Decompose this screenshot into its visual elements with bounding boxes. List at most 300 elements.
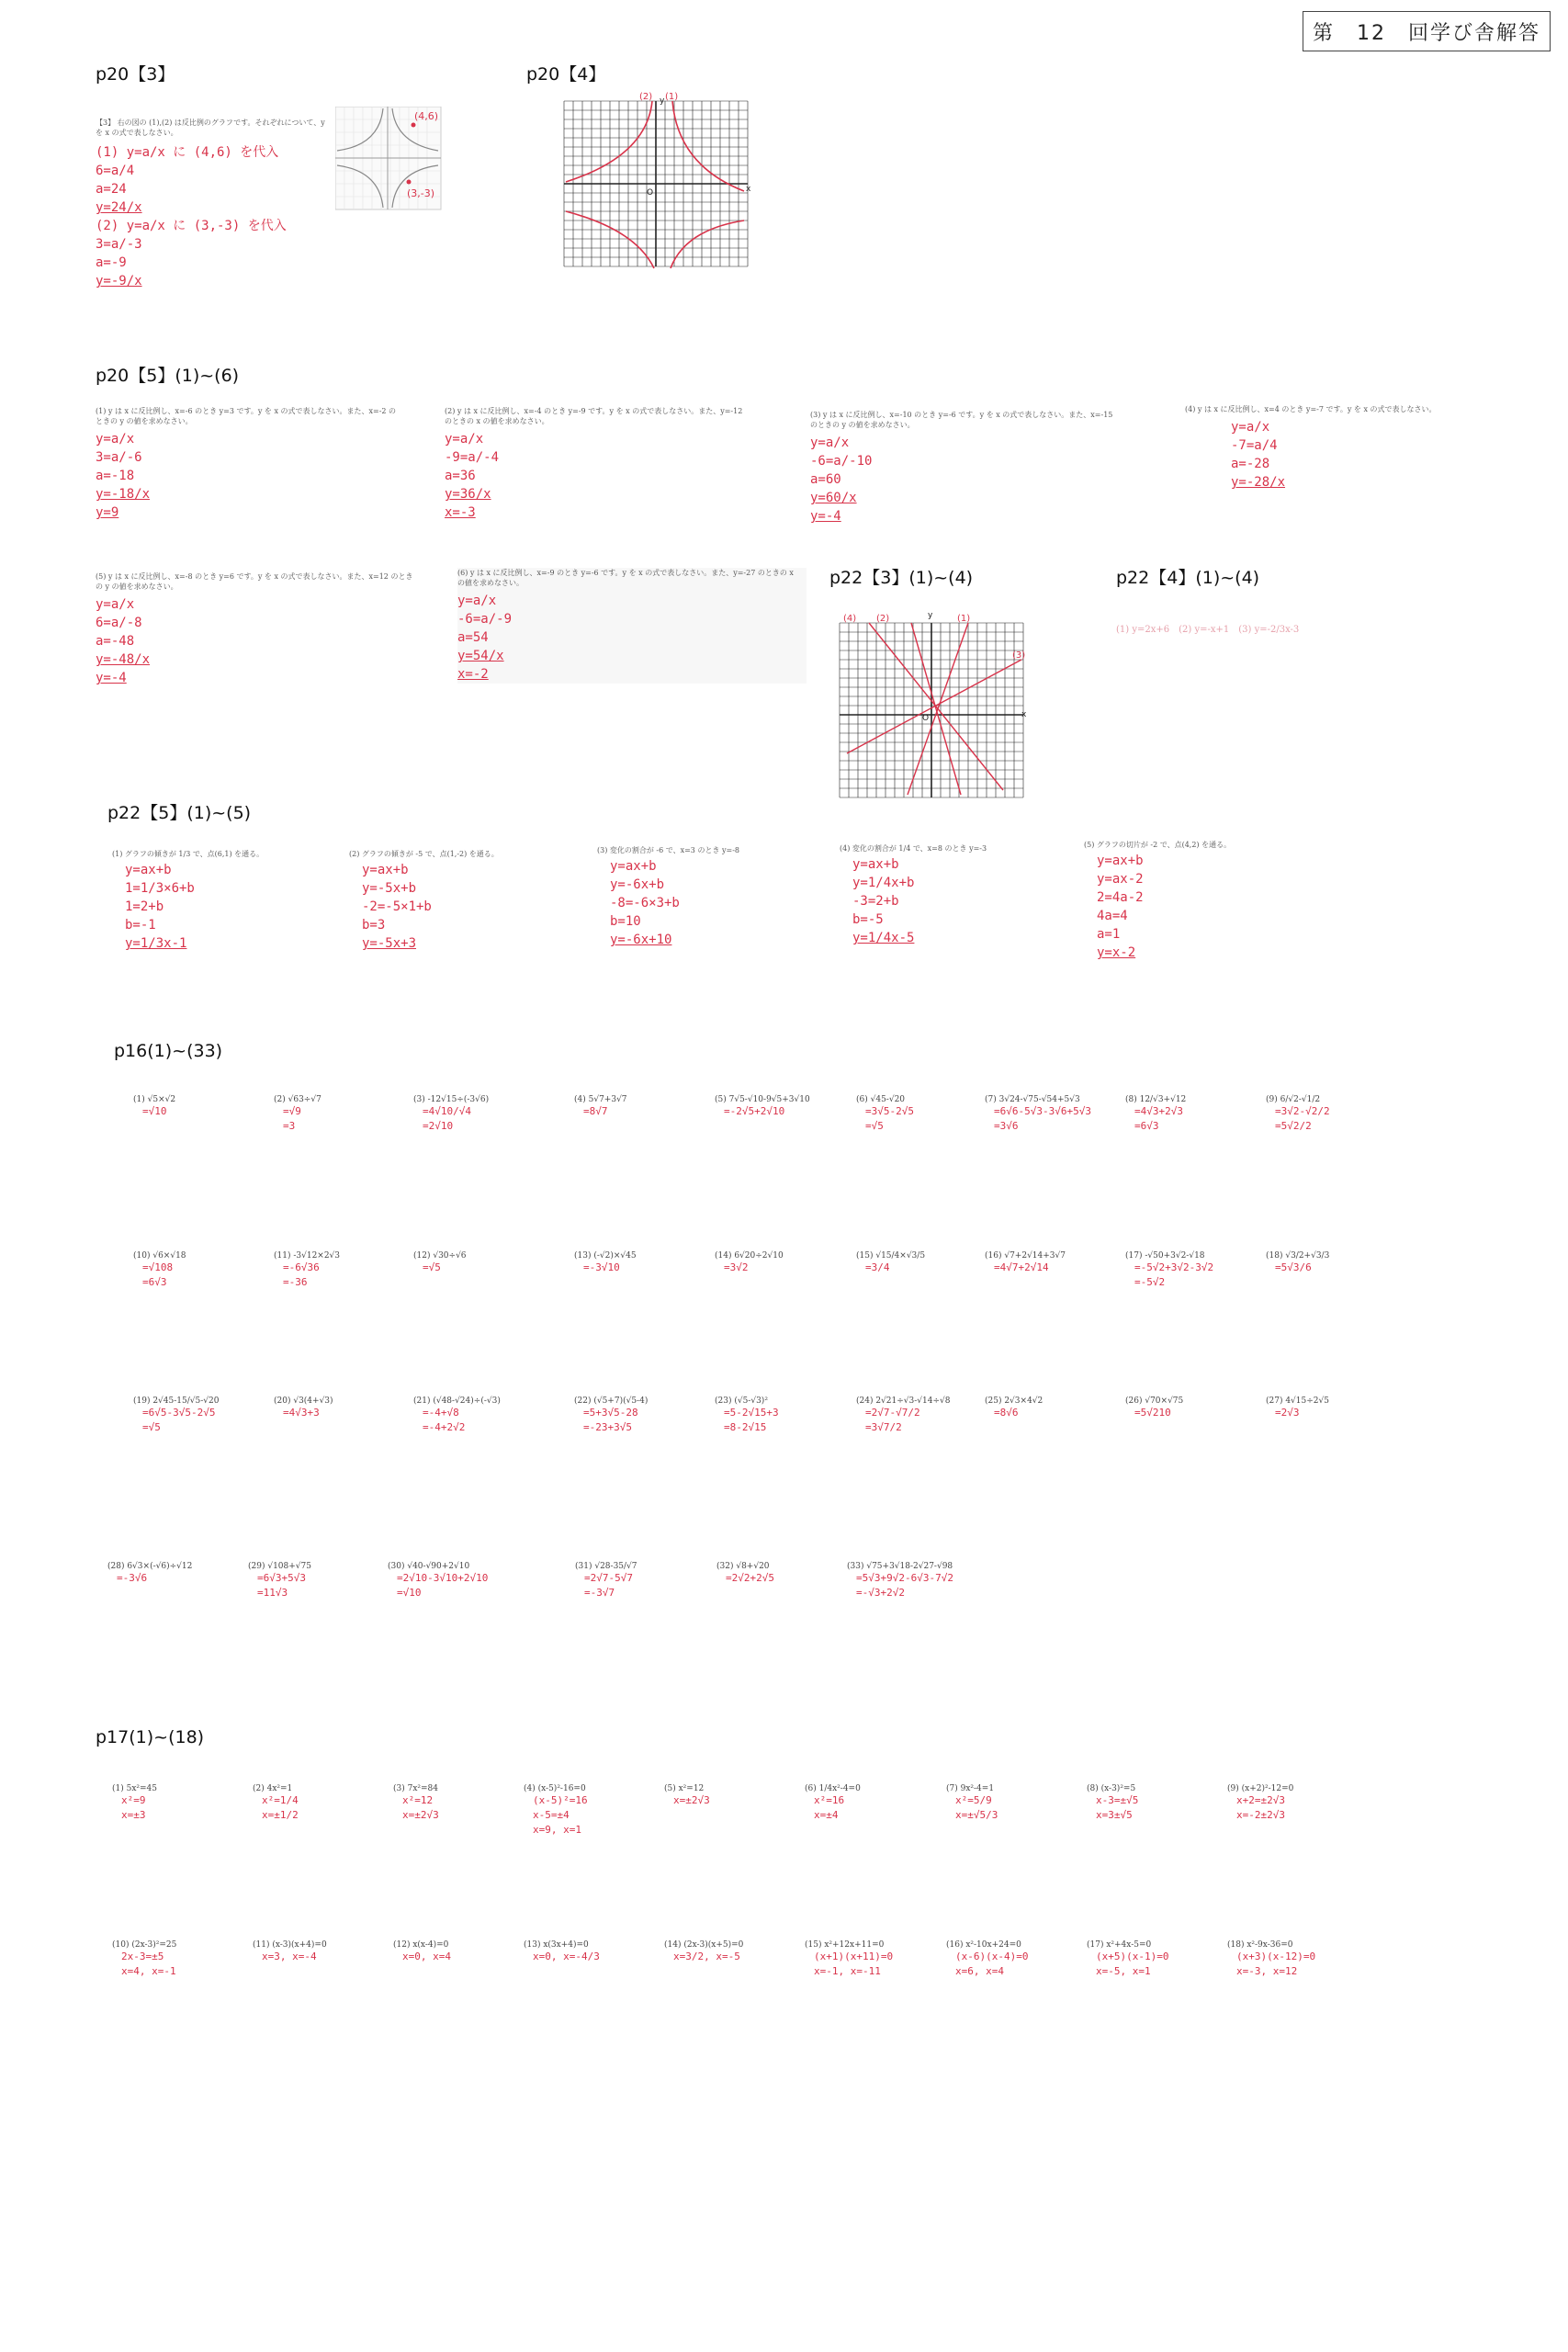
answer-work: [96, 430, 408, 522]
problem-expression: (5) x²=12: [664, 1784, 705, 1793]
work-line: -6=a/-10: [810, 454, 873, 469]
problem-expression: (12) x(x-4)=0: [393, 1940, 449, 1950]
answer-work: [402, 1950, 451, 1964]
work-line: =4√10/√4: [423, 1105, 471, 1117]
graph-label: (2): [639, 92, 653, 102]
work-answer: x=-2: [457, 667, 489, 682]
problem-expression: (31) √28-35/√7: [575, 1562, 637, 1571]
line-2: [911, 623, 961, 795]
work-line: =-3√6: [117, 1572, 148, 1584]
work-line: x=3, x=-4: [262, 1951, 317, 1962]
section-heading-p22-3: p22【3】(1)~(4): [829, 568, 974, 588]
work-line: =3√2: [724, 1261, 749, 1273]
answer-work: [810, 434, 1122, 526]
work-line: =3/4: [865, 1261, 890, 1273]
problem-expression: (16) x²-10x+24=0: [946, 1940, 1021, 1950]
problem-expression: (4) (x-5)²-16=0: [524, 1784, 586, 1793]
answer-work: [673, 1793, 710, 1808]
work-line: -7=a/4: [1231, 438, 1278, 453]
work-line: =-2√5+2√10: [724, 1105, 785, 1117]
work-line: (x-6)(x-4)=0: [955, 1951, 1029, 1962]
answer-work: [121, 1793, 157, 1823]
problem-expression: (28) 6√3×(-√6)÷√12: [107, 1562, 193, 1571]
answer-work: [397, 1571, 488, 1600]
work-line: x-3=±√5: [1096, 1794, 1139, 1806]
work-answer: y=-5x+3: [362, 936, 417, 951]
page-title: 第 12 回学び舎解答: [1303, 11, 1551, 51]
x-axis-label: x: [1021, 710, 1027, 719]
problem-expression: (22) (√5+7)(√5-4): [574, 1396, 649, 1406]
answer-work: [262, 1793, 299, 1823]
work-line: =2√7-√7/2: [865, 1407, 920, 1419]
p16-problem: [1266, 1396, 1329, 1420]
work-line: x=±√5/3: [955, 1809, 998, 1821]
work-line: =√10: [142, 1105, 167, 1117]
answer-work: [1275, 1261, 1329, 1275]
p20-5-problem-6: [457, 568, 807, 684]
p16-problem: [1125, 1095, 1186, 1134]
answer-work: [142, 1261, 186, 1290]
p17-problem: [664, 1784, 710, 1808]
work-line: =8√7: [583, 1105, 608, 1117]
work-line: x²=9: [121, 1794, 146, 1806]
p16-problem: [575, 1562, 637, 1600]
work-line: (x+5)(x-1)=0: [1096, 1951, 1169, 1962]
answer-work: [673, 1950, 743, 1964]
graph-point: [407, 180, 412, 185]
work-line: =6√3: [1134, 1120, 1159, 1132]
work-line: =3√6: [994, 1120, 1019, 1132]
p16-problem: [716, 1562, 774, 1586]
answer-work: [283, 1104, 321, 1134]
problem-text: (6) y は x に反比例し、x=-9 のとき y=-6 です。y を x の式で表しなさい。また、y=-27 のときの x の値を求めなさい。: [457, 569, 794, 587]
work-line: -8=-6×3+b: [610, 896, 680, 910]
p17-problem: [1227, 1784, 1293, 1823]
problem-text: (4) 変化の割合が 1/4 で、x=8 のとき y=-3: [840, 844, 987, 853]
graph-grid: [564, 101, 748, 266]
work-line: =4√3+2√3: [1134, 1105, 1183, 1117]
section-heading-p22-4: p22【4】(1)~(4): [1116, 568, 1260, 588]
problem-expression: (3) 7x²=84: [393, 1784, 439, 1793]
work-line: b=10: [610, 914, 641, 929]
work-line: x²=16: [814, 1794, 845, 1806]
answer-work: [1275, 1406, 1329, 1420]
problem-text: (3) y は x に反比例し、x=-10 のとき y=-6 です。y を x の式で表しなさい。また、x=-15 のときの y の値を求めなさい。: [810, 411, 1113, 429]
work-line: x²=12: [402, 1794, 434, 1806]
p17-problem: [1087, 1784, 1138, 1823]
answer-work: [142, 1104, 175, 1119]
section-heading-p22-5: p22【5】(1)~(5): [107, 803, 252, 823]
problem-expression: (8) 12/√3+√12: [1125, 1095, 1187, 1104]
p20-5-problem-5: [96, 571, 426, 687]
work-line: y=ax+b: [1097, 854, 1144, 868]
y-axis-label: y: [928, 611, 933, 620]
work-line: 6=a/4: [96, 164, 135, 178]
problem-expression: (10) (2x-3)²=25: [112, 1940, 177, 1950]
problem-expression: (4) 5√7+3√7: [574, 1095, 627, 1104]
work-line: =-√3+2√2: [856, 1587, 905, 1599]
work-line: x=-3, x=12: [1236, 1965, 1298, 1977]
p20-5-problem-4: [1185, 404, 1525, 492]
section-heading-p20-5: p20【5】(1)~(6): [96, 366, 240, 386]
work-line: b=3: [362, 918, 386, 933]
work-line: =3: [283, 1120, 296, 1132]
problem-expression: (18) x²-9x-36=0: [1227, 1940, 1293, 1950]
work-line: x=±3: [121, 1809, 146, 1821]
work-line: =3√2-√2/2: [1275, 1105, 1330, 1117]
problem-expression: (3) -12√15÷(-3√6): [413, 1095, 490, 1104]
work-line: x=-1, x=-11: [814, 1965, 881, 1977]
problem-expression: (6) √45-√20: [856, 1095, 906, 1104]
work-line: =5√2/2: [1275, 1120, 1312, 1132]
work-line: =6√3: [142, 1276, 167, 1288]
graph-grid: [840, 623, 1026, 797]
p20-4-graph: [557, 92, 759, 276]
section-heading-p20-4: p20【4】: [526, 64, 606, 85]
work-line: =-36: [283, 1276, 308, 1288]
p16-problem: [133, 1396, 219, 1435]
answer-work: [726, 1571, 774, 1586]
problem-expression: (14) 6√20÷2√10: [715, 1251, 784, 1261]
work-line: =-23+3√5: [583, 1421, 632, 1433]
work-line: y=ax+b: [852, 857, 899, 872]
problem-expression: (14) (2x-3)(x+5)=0: [664, 1940, 744, 1950]
p17-problem: [393, 1784, 439, 1823]
answer-work: [457, 592, 807, 684]
work-line: a=60: [810, 472, 841, 487]
p16-problem: [1266, 1251, 1329, 1275]
work-line: 4a=4: [1097, 909, 1128, 923]
work-line: =√5: [142, 1421, 161, 1433]
answer-work: [1096, 1950, 1168, 1979]
problem-expression: (23) (√5-√3)²: [715, 1396, 768, 1406]
problem-text: (1) グラフの傾きが 1/3 で、点(6,1) を通る。: [112, 850, 265, 858]
work-line: x=3±√5: [1096, 1809, 1133, 1821]
problem-expression: (13) x(3x+4)=0: [524, 1940, 589, 1950]
work-line: =6√5-3√5-2√5: [142, 1407, 216, 1419]
line-3: [847, 660, 1021, 753]
work-answer: y=1/3x-1: [125, 936, 187, 951]
work-line: -6=a/-9: [457, 612, 513, 627]
work-line: x=9, x=1: [533, 1824, 581, 1836]
problem-expression: (25) 2√3×4√2: [985, 1396, 1043, 1406]
answer-work: [362, 861, 588, 953]
p22-4-answers: (1) y=2x+6 (2) y=-x+1 (3) y=-2/3x-3: [1116, 625, 1300, 635]
work-line: -9=a/-4: [445, 450, 500, 465]
problem-expression: (5) 7√5-√10-9√5+3√10: [715, 1095, 810, 1104]
answer-work: [121, 1950, 176, 1979]
answer-work: [1134, 1261, 1213, 1290]
answer-work: [724, 1406, 779, 1435]
answer-work: [423, 1261, 467, 1275]
answer-work: [724, 1261, 784, 1275]
p16-problem: [985, 1095, 1091, 1134]
problem-expression: (1) √5×√2: [133, 1095, 176, 1104]
section-heading-p20-3: p20【3】: [96, 64, 175, 85]
graph-label: (4): [843, 614, 857, 624]
work-line: =5-2√15+3: [724, 1407, 779, 1419]
p22-5-problem-4: [840, 843, 1078, 947]
answer-work: [1097, 852, 1323, 962]
p16-problem: [274, 1095, 321, 1134]
problem-text: (5) y は x に反比例し、x=-8 のとき y=6 です。y を x の式で表しなさい。また、x=12 のときの y の値を求めなさい。: [96, 572, 413, 591]
work-line: =-3√10: [583, 1261, 620, 1273]
work-line: (x+1)(x+11)=0: [814, 1951, 894, 1962]
p16-problem: [1125, 1396, 1183, 1420]
work-answer: y=-9/x: [96, 274, 142, 288]
p20-3-work: [96, 143, 325, 290]
p17-problem: [805, 1784, 861, 1823]
p16-problem: [413, 1251, 467, 1275]
work-line: a=-48: [96, 634, 135, 649]
problem-text: (4) y は x に反比例し、x=4 のとき y=-7 です。y を x の式で表しなさい。: [1185, 405, 1437, 413]
p17-problem: [946, 1784, 998, 1823]
p17-problem: [946, 1940, 1028, 1979]
problem-expression: (11) (x-3)(x+4)=0: [253, 1940, 327, 1950]
work-line: =√9: [283, 1105, 301, 1117]
answer-work: [96, 595, 426, 687]
work-answer: y=-28/x: [1231, 475, 1286, 490]
work-line: y=a/x: [96, 597, 135, 612]
graph-point: [412, 123, 416, 128]
problem-expression: (17) x²+4x-5=0: [1087, 1940, 1152, 1950]
work-line: x+2=±2√3: [1236, 1794, 1285, 1806]
work-line: y=a/x: [810, 435, 850, 450]
p16-problem: [413, 1095, 489, 1134]
work-line: =2√10: [423, 1120, 454, 1132]
p16-problem: [985, 1251, 1066, 1275]
p20-5-problem-1: [96, 406, 408, 522]
p16-problem: [574, 1095, 627, 1119]
problem-expression: (15) x²+12x+11=0: [805, 1940, 885, 1950]
p17-problem: [1227, 1940, 1315, 1979]
answer-work: [584, 1571, 637, 1600]
answer-work: [994, 1261, 1066, 1275]
work-line: x=0, x=-4/3: [533, 1951, 600, 1962]
work-answer: y=60/x: [810, 491, 857, 505]
answer-work: [583, 1406, 648, 1435]
p22-5-problem-1: [112, 849, 323, 953]
work-answer: y=9: [96, 505, 119, 520]
work-line: 3=a/-3: [96, 237, 142, 252]
problem-expression: (7) 3√24-√75-√54+5√3: [985, 1095, 1080, 1104]
work-answer: y=54/x: [457, 649, 504, 663]
work-line: x=±2√3: [673, 1794, 710, 1806]
work-line: =√5: [865, 1120, 884, 1132]
work-line: y=a/x: [457, 594, 497, 608]
answer-work: [814, 1950, 893, 1979]
work-line: a=24: [96, 182, 127, 197]
p16-problem: [133, 1095, 175, 1119]
p16-problem: [1266, 1095, 1330, 1134]
p17-problem: [1087, 1940, 1168, 1979]
answer-work: [852, 855, 1078, 947]
p16-problem: [107, 1562, 192, 1586]
work-line: b=-5: [852, 912, 884, 927]
work-line: a=1: [1097, 927, 1121, 942]
p16-problem: [856, 1396, 950, 1435]
p17-problem: [253, 1940, 327, 1964]
work-line: 1=2+b: [125, 899, 164, 914]
work-line: 1=1/3×6+b: [125, 881, 195, 896]
p20-3-problem: [96, 118, 325, 290]
work-line: y=a/x: [445, 432, 484, 447]
problem-expression: (8) (x-3)²=5: [1087, 1784, 1136, 1793]
problem-text: (2) グラフの傾きが -5 で、点(1,-2) を通る。: [349, 850, 499, 858]
answer-work: [1134, 1104, 1186, 1134]
answer-work: [865, 1261, 925, 1275]
work-line: (1) y=a/x に (4,6) を代入: [96, 145, 279, 160]
work-line: x=-5, x=1: [1096, 1965, 1151, 1977]
graph-label: (3): [1012, 650, 1026, 661]
answer-work: [814, 1793, 861, 1823]
problem-expression: (12) √30÷√6: [413, 1251, 467, 1261]
problem-expression: (9) (x+2)²-12=0: [1227, 1784, 1294, 1793]
p22-3-graph: [832, 606, 1034, 801]
origin-label: O: [922, 714, 930, 723]
problem-text: (5) グラフの切片が -2 で、点(4,2) を通る。: [1084, 841, 1232, 849]
work-line: x²=1/4: [262, 1794, 299, 1806]
p20-5-problem-3: [810, 410, 1122, 526]
p20-5-problem-2: [445, 406, 757, 522]
answer-work: [423, 1406, 501, 1435]
answer-work: [1275, 1104, 1330, 1134]
problem-expression: (15) √15/4×√3/5: [856, 1251, 926, 1261]
problem-expression: (20) √3(4+√3): [274, 1396, 333, 1406]
work-line: x=0, x=4: [402, 1951, 451, 1962]
answer-work: [1096, 1793, 1138, 1823]
work-line: y=ax+b: [125, 863, 172, 877]
p17-problem: [112, 1784, 157, 1823]
section-heading-p16: p16(1)~(33): [114, 1041, 223, 1061]
problem-expression: (27) 4√15÷2√5: [1266, 1396, 1329, 1406]
work-answer: y=-48/x: [96, 652, 151, 667]
work-line: =-4+√8: [423, 1407, 459, 1419]
answer-work: [402, 1793, 439, 1823]
p17-problem: [253, 1784, 299, 1823]
p16-problem: [574, 1251, 637, 1275]
p17-problem: [112, 1940, 176, 1979]
problem-expression: (33) √75+3√18-2√27-√98: [847, 1562, 953, 1571]
work-line: =5√3+9√2-6√3-7√2: [856, 1572, 953, 1584]
work-line: x-5=±4: [533, 1809, 570, 1821]
work-line: y=a/x: [1231, 420, 1270, 435]
work-line: b=-1: [125, 918, 156, 933]
work-line: =√108: [142, 1261, 174, 1273]
problem-expression: (26) √70×√75: [1125, 1396, 1184, 1406]
work-line: -2=-5×1+b: [362, 899, 432, 914]
work-line: =3√7/2: [865, 1421, 902, 1433]
work-line: (2) y=a/x に (3,-3) を代入: [96, 219, 287, 233]
work-line: =5√210: [1134, 1407, 1171, 1419]
answer-work: [283, 1261, 340, 1290]
origin-label: O: [647, 188, 654, 198]
work-line: x=±4: [814, 1809, 839, 1821]
problem-expression: (2) 4x²=1: [253, 1784, 293, 1793]
answer-work: [724, 1104, 810, 1119]
work-line: =√10: [397, 1587, 422, 1599]
p16-problem: [274, 1251, 340, 1290]
work-line: =3√5-2√5: [865, 1105, 914, 1117]
problem-expression: (10) √6×√18: [133, 1251, 186, 1261]
answer-work: [610, 857, 836, 949]
work-line: =8√6: [994, 1407, 1019, 1419]
work-line: =-4+2√2: [423, 1421, 466, 1433]
problem-text: (2) y は x に反比例し、x=-4 のとき y=-9 です。y を x の式で表しなさい。また、y=-12 のときの x の値を求めなさい。: [445, 407, 743, 425]
p16-problem: [856, 1251, 925, 1275]
p20-3-graph: [335, 107, 455, 217]
p16-problem: [248, 1562, 311, 1600]
work-line: y=-6x+b: [610, 877, 665, 892]
p22-5-problem-5: [1084, 840, 1323, 962]
work-line: -3=2+b: [852, 894, 899, 909]
problem-expression: (24) 2√21÷√3-√14÷√8: [856, 1396, 951, 1406]
work-line: =4√3+3: [283, 1407, 320, 1419]
work-line: =8-2√15: [724, 1421, 767, 1433]
work-line: 6=a/-8: [96, 616, 142, 630]
problem-text: (3) 変化の割合が -6 で、x=3 のとき y=-8: [597, 846, 739, 854]
work-line: =4√7+2√14: [994, 1261, 1049, 1273]
work-line: =11√3: [257, 1587, 288, 1599]
work-line: =√5: [423, 1261, 441, 1273]
problem-expression: (11) -3√12×2√3: [274, 1251, 341, 1261]
work-answer: y=-4: [96, 671, 127, 685]
work-answer: y=1/4x-5: [852, 931, 915, 945]
work-line: =2√3: [1275, 1407, 1300, 1419]
p17-problem: [664, 1940, 743, 1964]
work-line: 2x-3=±5: [121, 1951, 164, 1962]
p17-problem: [805, 1940, 893, 1979]
curve-2-upper: [566, 101, 652, 182]
work-answer: y=24/x: [96, 200, 142, 215]
p16-problem: [388, 1562, 488, 1600]
work-line: y=ax+b: [362, 863, 409, 877]
p16-problem: [715, 1095, 810, 1119]
work-line: a=-28: [1231, 457, 1270, 471]
problem-expression: (17) -√50+3√2-√18: [1125, 1251, 1205, 1261]
work-line: =-5√2+3√2-3√2: [1134, 1261, 1214, 1273]
work-line: x=6, x=4: [955, 1965, 1004, 1977]
work-line: y=1/4x+b: [852, 876, 915, 890]
problem-expression: (1) 5x²=45: [112, 1784, 158, 1793]
work-answer: x=-3: [445, 505, 476, 520]
p16-problem: [715, 1251, 784, 1275]
p17-problem: [524, 1940, 600, 1964]
problem-expression: (32) √8+√20: [716, 1562, 770, 1571]
p17-problem: [524, 1784, 588, 1838]
work-answer: y=-4: [810, 509, 841, 524]
answer-work: [257, 1571, 311, 1600]
p16-problem: [1125, 1251, 1213, 1290]
answer-work: [423, 1104, 489, 1134]
work-line: =5+3√5-28: [583, 1407, 638, 1419]
graph-label: (3,-3): [407, 187, 435, 199]
work-line: a=-18: [96, 469, 135, 483]
p16-problem: [715, 1396, 779, 1435]
work-line: x=3/2, x=-5: [673, 1951, 740, 1962]
y-axis-label: y: [660, 96, 665, 106]
p16-problem: [413, 1396, 501, 1435]
answer-work: [445, 430, 757, 522]
work-line: =2√2+2√5: [726, 1572, 774, 1584]
x-axis-label: x: [746, 185, 751, 194]
problem-expression: (16) √7+2√14+3√7: [985, 1251, 1066, 1261]
p22-5-problem-3: [597, 845, 836, 949]
work-line: (x+3)(x-12)=0: [1236, 1951, 1316, 1962]
work-line: =-6√36: [283, 1261, 320, 1273]
answer-work: [856, 1571, 953, 1600]
work-line: a=54: [457, 630, 489, 645]
